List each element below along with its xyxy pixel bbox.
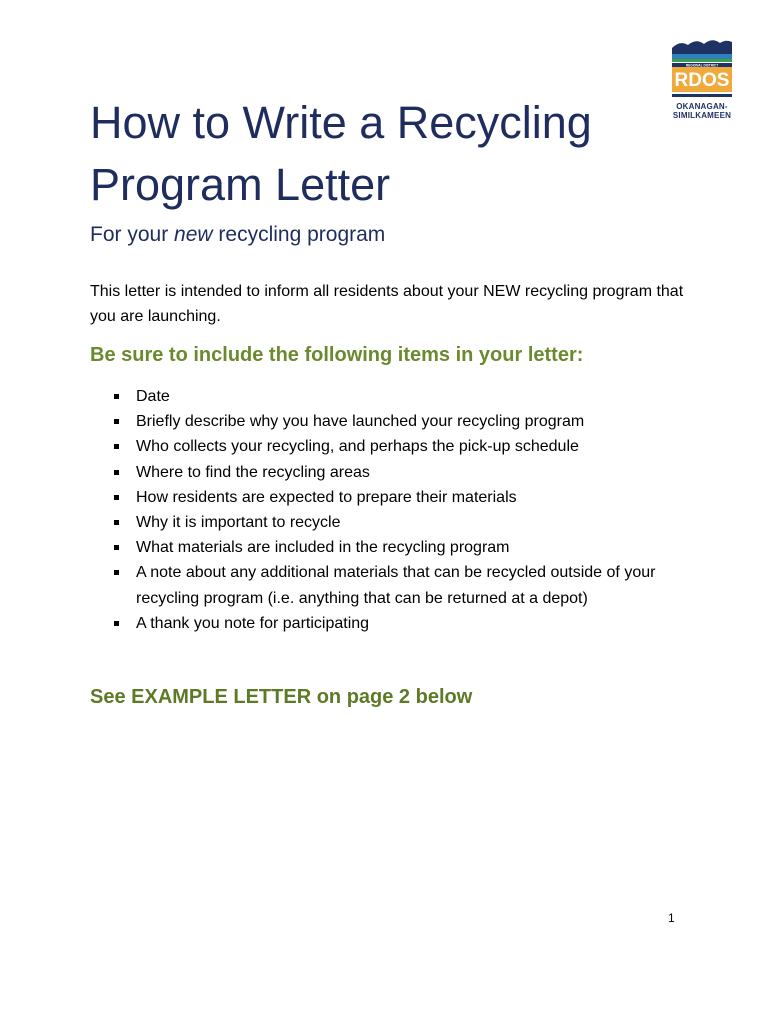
list-item-text: Briefly describe why you have launched your recycling program — [136, 413, 585, 431]
list-item-text: A note about any additional materials that can be recycled outside of your recycling program (i.e. anything that can be returned at a depot) — [136, 564, 656, 607]
intro-paragraph: This letter is intended to inform all residents about your NEW recycling program that you are launching. — [90, 283, 684, 325]
list-item — [90, 510, 710, 535]
list-item-text: Who collects your recycling, and perhaps the pick-up schedule — [136, 438, 579, 456]
rdos-logo-emblem — [672, 36, 732, 100]
page-subtitle — [90, 221, 385, 249]
list-item-text: What materials are included in the recycling program — [136, 539, 510, 557]
subtitle-emphasis: new — [174, 223, 213, 246]
list-item — [90, 611, 710, 636]
bullet-icon — [114, 621, 119, 626]
bullet-icon — [114, 419, 119, 424]
list-item-text: How residents are expected to prepare their materials — [136, 488, 517, 506]
list-item-text: Date — [136, 388, 170, 405]
logo-green-band — [672, 59, 732, 62]
page-title-line-1: How to Write a Recycling — [90, 97, 592, 148]
page-title-line-2: Program Letter — [90, 159, 391, 210]
list-item-text: Where to find the recycling areas — [136, 463, 370, 481]
list-item-text: A thank you note for participating — [136, 614, 370, 632]
list-item — [90, 434, 710, 459]
bullet-icon — [114, 570, 119, 575]
logo-bottom-rule — [672, 94, 732, 97]
logo-acronym: RDOS — [674, 70, 730, 91]
page-title — [90, 92, 670, 216]
bullet-icon — [114, 470, 119, 475]
logo-water-band — [672, 54, 732, 59]
rdos-logo — [672, 36, 732, 120]
list-item — [90, 384, 710, 409]
bullet-icon — [114, 495, 119, 500]
see-example-note: See EXAMPLE LETTER on page 2 below — [90, 686, 473, 708]
section-heading: Be sure to include the following items in your letter: — [90, 344, 584, 366]
list-item — [90, 535, 710, 560]
bullet-icon — [114, 520, 119, 525]
logo-region-name — [672, 102, 732, 120]
list-item-text: Why it is important to recycle — [136, 514, 341, 532]
logo-mountains — [672, 40, 732, 56]
logo-region-line-1: OKANAGAN- — [676, 102, 728, 111]
list-item — [90, 560, 710, 610]
list-item — [90, 409, 710, 434]
subtitle-after: recycling program — [212, 223, 386, 246]
checklist — [90, 384, 710, 636]
bullet-icon — [114, 545, 119, 550]
page-number: 1 — [668, 911, 675, 925]
logo-top-text: REGIONAL DISTRICT — [685, 63, 719, 68]
logo-region-line-2: SIMILKAMEEN — [672, 111, 732, 120]
list-item — [90, 460, 710, 485]
bullet-icon — [114, 394, 119, 399]
subtitle-before: For your — [90, 223, 175, 246]
bullet-icon — [114, 444, 119, 449]
list-item — [90, 485, 710, 510]
